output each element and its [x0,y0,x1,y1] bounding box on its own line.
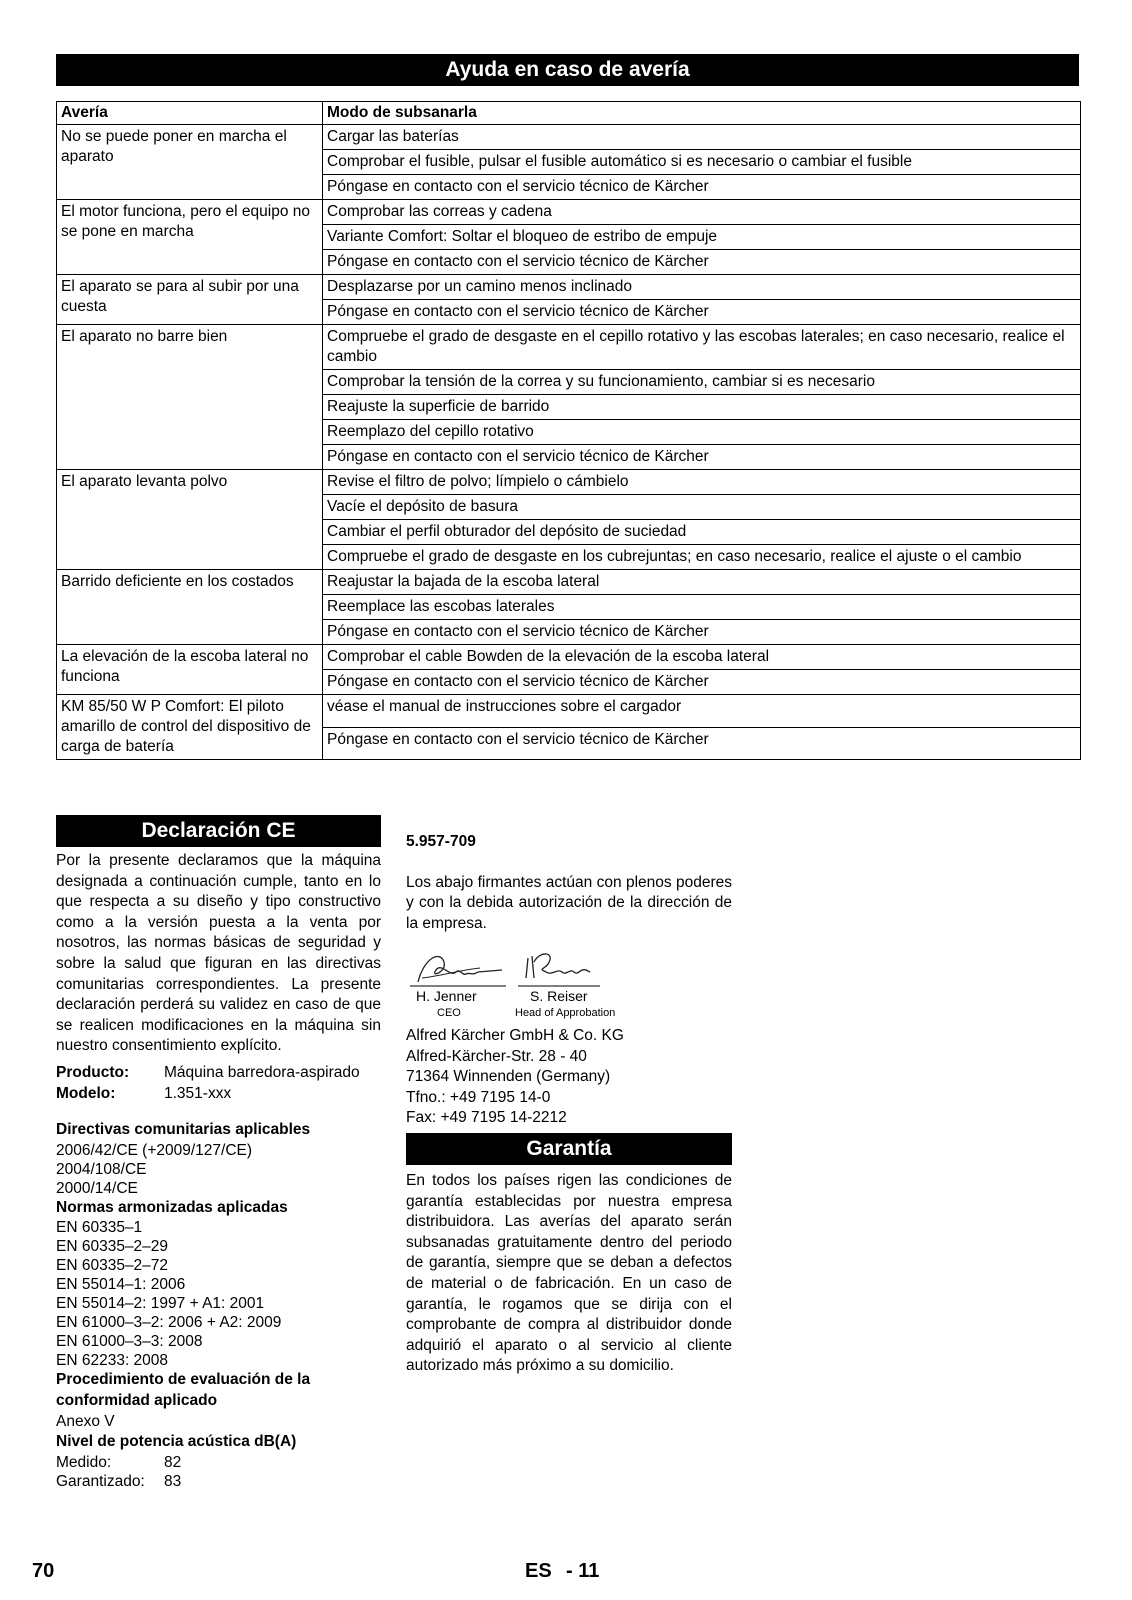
signer2-role: Head of Approbation [515,1007,616,1019]
remedy-cell: Cargar las baterías [323,125,1081,150]
remedy-cell: Póngase en contacto con el servicio técnico de Kärcher [323,445,1081,470]
signer1-role: CEO [437,1007,461,1019]
signatures-image [410,948,625,988]
address-line: Alfred-Kärcher-Str. 28 - 40 [406,1047,587,1065]
directives-title: Directivas comunitarias aplicables [56,1121,311,1139]
guaranteed-row [56,1472,381,1491]
header-remedy: Modo de subsanarla [323,102,1081,125]
table-body [57,125,1081,760]
remedy-cell: Reajustar la bajada de la escoba lateral [323,570,1081,595]
section-title: Ayuda en caso de avería [56,54,1079,86]
remedy-cell: Comprobar el fusible, pulsar el fusible automático si es necesario o cambiar el fusible [323,150,1081,175]
remedy-cell: Póngase en contacto con el servicio técnico de Kärcher [323,620,1081,645]
guaranteed-value: 83 [164,1472,182,1490]
right-column [406,832,732,934]
warranty-title: Garantía [406,1133,732,1165]
table-row [57,570,1081,595]
ce-title: Declaración CE [56,815,381,847]
fault-cell: Barrido deficiente en los costados [57,570,323,645]
remedy-cell: Póngase en contacto con el servicio técnico de Kärcher [323,175,1081,200]
norm-item: EN 61000–3–3: 2008 [56,1333,203,1351]
remedy-cell: Desplazarse por un camino menos inclinado [323,275,1081,300]
remedy-cell: Cambiar el perfil obturador del depósito de suciedad [323,520,1081,545]
guaranteed-label: Garantizado: [56,1472,145,1490]
norm-item: EN 62233: 2008 [56,1352,169,1370]
remedy-cell: Comprobar las correas y cadena [323,200,1081,225]
part-number: 5.957-709 [406,833,476,850]
fault-cell: El aparato no barre bien [57,325,323,470]
remedy-cell: Reemplace las escobas laterales [323,595,1081,620]
norm-item: EN 60335–1 [56,1219,143,1237]
fault-cell: El aparato se para al subir por una cuesta [57,275,323,325]
directive-item: 2006/42/CE (+2009/127/CE) [56,1141,253,1159]
table-row [57,275,1081,300]
ce-column [56,851,381,1491]
language-code: ES [525,1560,552,1582]
model-value: 1.351-xxx [164,1084,232,1102]
norms-title: Normas armonizadas aplicadas [56,1198,288,1216]
remedy-cell: Reemplazo del cepillo rotativo [323,420,1081,445]
remedy-cell: Póngase en contacto con el servicio técnico de Kärcher [323,250,1081,275]
fault-cell: La elevación de la escoba lateral no funciona [57,645,323,695]
norm-item: EN 55014–1: 2006 [56,1276,186,1294]
noise-title: Nivel de potencia acústica dB(A) [56,1433,297,1451]
remedy-cell: Compruebe el grado de desgaste en el cepillo rotativo y las escobas laterales; en caso necesario, realice el cambio [323,325,1081,370]
remedy-cell: Vacíe el depósito de basura [323,495,1081,520]
signer1-name: H. Jenner [416,988,477,1004]
address-block [406,1026,732,1129]
troubleshooting-table [56,101,1081,760]
fault-cell: El aparato levanta polvo [57,470,323,570]
fault-cell: KM 85/50 W P Comfort: El piloto amarillo de control del dispositivo de carga de batería [57,695,323,760]
table-row [57,470,1081,495]
remedy-cell: Comprobar el cable Bowden de la elevación de la escoba lateral [323,645,1081,670]
directive-item: 2004/108/CE [56,1160,147,1178]
table-row [57,200,1081,225]
address-line: Tfno.: +49 7195 14-0 [406,1088,551,1106]
norm-item: EN 61000–3–2: 2006 + A2: 2009 [56,1314,282,1332]
remedy-cell: Revise el filtro de polvo; límpielo o cámbielo [323,470,1081,495]
fault-cell: No se puede poner en marcha el aparato [57,125,323,200]
product-label: Producto: [56,1063,130,1081]
table-row [57,695,1081,728]
page-number-left: 70 [32,1560,55,1582]
measured-row [56,1453,381,1472]
address-line: Alfred Kärcher GmbH & Co. KG [406,1027,624,1044]
remedy-cell: Comprobar la tensión de la correa y su funcionamiento, cambiar si es necesario [323,370,1081,395]
header-fault: Avería [57,102,323,125]
product-value: Máquina barredora-aspirado [164,1063,360,1081]
procedure-value: Anexo V [56,1412,115,1430]
page-number-right: - 11 [566,1560,600,1582]
table-row [57,325,1081,370]
signers-text: Los abajo firmantes actúan con plenos poderes y con la debida autorización de la dirección de la empresa. [406,873,732,932]
remedy-cell: véase el manual de instrucciones sobre el cargador [323,695,1081,728]
model-row [56,1084,381,1105]
remedy-cell: Variante Comfort: Soltar el bloqueo de estribo de empuje [323,225,1081,250]
norm-item: EN 60335–2–72 [56,1257,169,1275]
table-row [57,645,1081,670]
norm-item: EN 55014–2: 1997 + A1: 2001 [56,1295,265,1313]
remedy-cell: Póngase en contacto con el servicio técnico de Kärcher [323,300,1081,325]
table-row [57,125,1081,150]
directive-item: 2000/14/CE [56,1179,138,1197]
signer2-name: S. Reiser [530,988,588,1004]
remedy-cell: Compruebe el grado de desgaste en los cubrejuntas; en caso necesario, realice el ajuste o el cambio [323,545,1081,570]
address-line: Fax: +49 7195 14-2212 [406,1109,567,1127]
remedy-cell: Reajuste la superficie de barrido [323,395,1081,420]
address-line: 71364 Winnenden (Germany) [406,1068,611,1086]
ce-intro: Por la presente declaramos que la máquina designada a continuación cumple, tanto en lo que respecta a su diseño y tipo constructivo como a la versión puesta a la venta por nosotros, las normas básicas de seguridad y sobre la salud que figuran en las directivas comunitarias correspondientes. La presente declaración perderá su validez en caso de que se realicen modificaciones en la máquina sin nuestro consentimiento explícito. [56,852,381,1055]
norm-item: EN 60335–2–29 [56,1238,169,1256]
remedy-cell: Póngase en contacto con el servicio técnico de Kärcher [323,670,1081,695]
table-header-row [57,102,1081,125]
measured-value: 82 [164,1453,182,1471]
procedure-title: Procedimiento de evaluación de la conformidad aplicado [56,1371,311,1409]
product-row [56,1063,381,1084]
warranty-text: En todos los países rigen las condiciones de garantía establecidas por nuestra empresa distribuidora. Las averías del aparato serán subsanadas gratuitamente dentro del periodo de garantía, siempre que se deban a defectos de material o de fabricación. En un caso de garantía, le rogamos que se dirija con el comprobante de compra al distribuidor donde adquirió el aparato o al servicio al cliente autorizado más próximo a su domicilio. [406,1172,732,1375]
fault-cell: El motor funciona, pero el equipo no se pone en marcha [57,200,323,275]
measured-label: Medido: [56,1453,112,1471]
model-label: Modelo: [56,1084,116,1102]
remedy-cell: Póngase en contacto con el servicio técnico de Kärcher [323,727,1081,760]
